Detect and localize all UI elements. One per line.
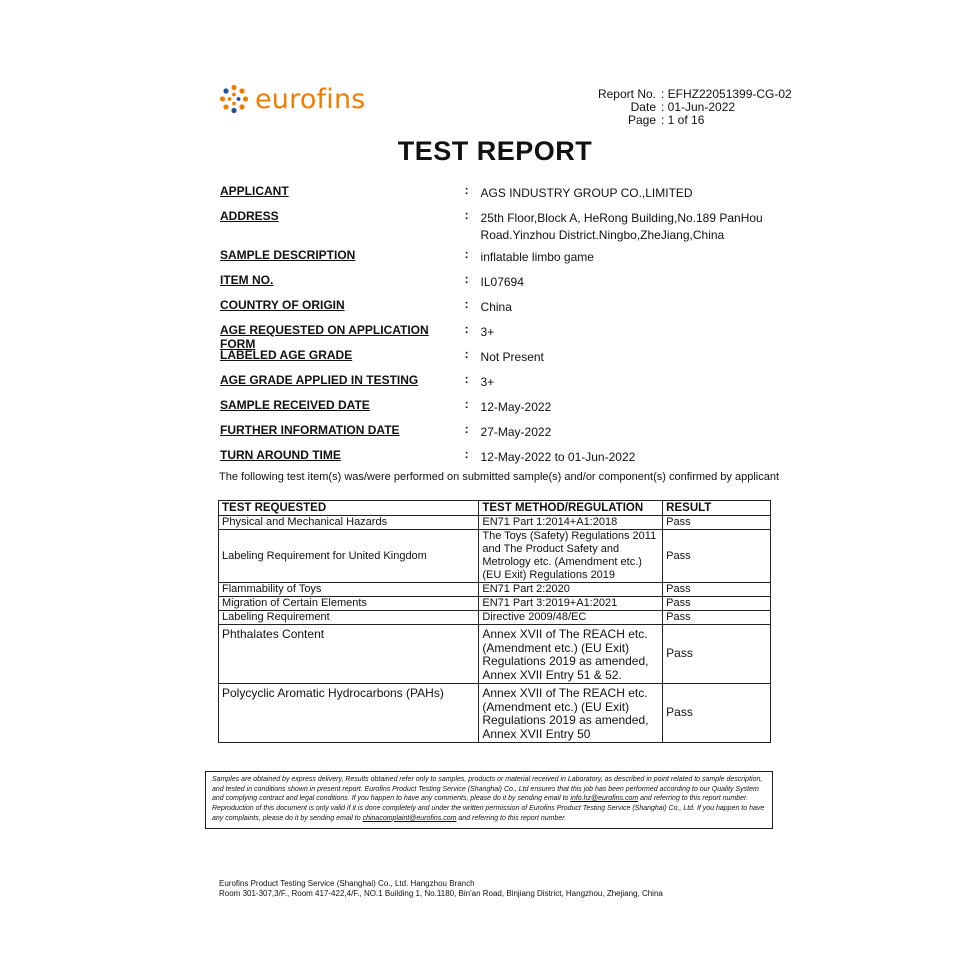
field-country-of-origin xyxy=(220,297,780,322)
report-fields xyxy=(220,183,780,469)
header-test-method: TEST METHOD/REGULATION xyxy=(479,501,663,516)
field-label: COUNTRY OF ORIGIN xyxy=(220,298,345,312)
field-label: SAMPLE DESCRIPTION xyxy=(220,248,356,262)
disclaimer-box xyxy=(205,771,773,829)
tests-intro: The following test item(s) was/were performed on submitted sample(s) and/or component(s) confirmed by applicant xyxy=(219,471,780,483)
field-colon: : xyxy=(464,272,469,286)
page-footer xyxy=(219,879,663,898)
field-value: China xyxy=(480,300,512,314)
field-sample-description xyxy=(220,247,780,272)
field-colon: : xyxy=(464,208,469,222)
cell-test-method: The Toys (Safety) Regulations 2011 and The Product Safety and Metrology etc. (Amendment etc.) (EU Exit) Regulations 2019 xyxy=(479,530,663,583)
cell-test-method: EN71 Part 1:2014+A1:2018 xyxy=(479,516,663,530)
field-value: AGS INDUSTRY GROUP CO.,LIMITED xyxy=(480,186,693,200)
page-title: TEST REPORT xyxy=(397,136,593,166)
logo-wordmark: eurofins xyxy=(255,83,366,115)
header-test-requested: TEST REQUESTED xyxy=(219,501,479,516)
field-value: 12-May-2022 xyxy=(480,400,552,414)
field-label: LABELED AGE GRADE xyxy=(220,348,353,362)
report-page-row xyxy=(592,114,792,127)
table-row xyxy=(219,625,771,684)
field-label: ITEM NO. xyxy=(220,273,274,287)
field-label: AGE GRADE APPLIED IN TESTING xyxy=(220,373,419,387)
report-number-value: : EFHZ22051399-CG-02 xyxy=(661,87,792,101)
disclaimer-text-3: and referring to this report number. xyxy=(456,814,567,822)
field-colon: : xyxy=(464,347,469,361)
cell-test-method: EN71 Part 2:2020 xyxy=(479,583,663,597)
report-date-value: : 01-Jun-2022 xyxy=(661,100,736,114)
field-label: FURTHER INFORMATION DATE xyxy=(220,423,400,437)
report-date-label: Date xyxy=(630,100,656,114)
report-number-label: Report No. xyxy=(597,87,656,101)
report-page-label: Page xyxy=(627,113,656,127)
cell-result: Pass xyxy=(663,516,771,530)
info-email-link[interactable]: info.hz@eurofins.com xyxy=(570,795,639,803)
cell-result: Pass xyxy=(663,625,771,684)
field-label: APPLICANT xyxy=(220,184,289,198)
field-labeled-age-grade xyxy=(220,347,780,372)
field-value: inflatable limbo game xyxy=(480,250,594,264)
cell-test-requested: Phthalates Content xyxy=(219,625,479,684)
field-colon: : xyxy=(464,422,469,436)
report-page-value: : 1 of 16 xyxy=(661,113,705,127)
field-address xyxy=(220,208,780,247)
field-label: TURN AROUND TIME xyxy=(220,448,341,462)
report-meta xyxy=(592,88,792,127)
cell-test-method: Annex XVII of The REACH etc. (Amendment etc.) (EU Exit) Regulations 2019 as amended, Annex XVII Entry 50 xyxy=(479,684,663,743)
cell-test-method: EN71 Part 3:2019+A1:2021 xyxy=(479,597,663,611)
cell-test-requested: Labeling Requirement for United Kingdom xyxy=(219,530,479,583)
tests-header-row xyxy=(219,501,771,516)
field-colon: : xyxy=(464,447,469,461)
field-colon: : xyxy=(464,183,469,197)
field-value: 12-May-2022 to 01-Jun-2022 xyxy=(480,450,636,464)
cell-test-requested: Flammability of Toys xyxy=(219,583,479,597)
cell-test-requested: Physical and Mechanical Hazards xyxy=(219,516,479,530)
cell-result: Pass xyxy=(663,583,771,597)
cell-result: Pass xyxy=(663,611,771,625)
field-further-information-date xyxy=(220,422,780,447)
field-age-grade-applied xyxy=(220,372,780,397)
table-row xyxy=(219,684,771,743)
table-row xyxy=(219,516,771,530)
header-result: RESULT xyxy=(663,501,771,516)
cell-result: Pass xyxy=(663,597,771,611)
eurofins-dots-icon xyxy=(219,84,249,114)
field-label: ADDRESS xyxy=(220,209,279,223)
tests-table xyxy=(218,500,771,743)
field-value: 3+ xyxy=(480,325,495,339)
footer-company: Eurofins Product Testing Service (Shanghai) Co., Ltd. Hangzhou Branch xyxy=(219,879,475,888)
field-colon: : xyxy=(464,397,469,411)
field-label: AGE REQUESTED ON APPLICATION FORM xyxy=(220,323,429,351)
field-value: 27-May-2022 xyxy=(480,425,552,439)
field-colon: : xyxy=(464,247,469,261)
field-value: IL07694 xyxy=(480,275,524,289)
cell-result: Pass xyxy=(663,684,771,743)
table-row xyxy=(219,611,771,625)
field-turn-around-time xyxy=(220,447,780,469)
disclaimer-text-2: and referring to this report number. Reproduction of this document is only valid if it is done completely and under the written permission of Eurofins Product Testing Service (Shanghai) Co., Ltd. If you happen to have any complaints, please do it by sending email to xyxy=(212,795,765,822)
table-row xyxy=(219,583,771,597)
field-value: 3+ xyxy=(480,375,495,389)
footer-address: Room 301-307,3/F., Room 417-422,4/F., NO.1 Building 1, No.1180, Bin'an Road, Binjiang District, Hangzhou, Zhejiang, China xyxy=(219,888,663,898)
cell-test-method: Directive 2009/48/EC xyxy=(479,611,663,625)
field-item-no xyxy=(220,272,780,297)
field-label: SAMPLE RECEIVED DATE xyxy=(220,398,370,412)
table-row xyxy=(219,597,771,611)
cell-test-requested: Labeling Requirement xyxy=(219,611,479,625)
disclaimer-text-1: Samples are obtained by express delivery, Results obtained refer only to samples, products or material received in Laboratory, as described in point related to sample description, and tested in conditions shown in present report. Eurofins Product Testing Service (Shanghai) Co., Ltd ensures that this job has been performed according to our Quality System and complying contract and legal conditions. If you happen to have any comments, please do it by sending email to xyxy=(212,776,763,803)
cell-result: Pass xyxy=(663,530,771,583)
field-colon: : xyxy=(464,322,469,336)
cell-test-method: Annex XVII of The REACH etc. (Amendment etc.) (EU Exit) Regulations 2019 as amended, Annex XVII Entry 51 & 52. xyxy=(479,625,663,684)
cell-test-requested: Migration of Certain Elements xyxy=(219,597,479,611)
eurofins-logo xyxy=(219,84,366,114)
field-colon: : xyxy=(464,297,469,311)
field-value: 25th Floor,Block A, HeRong Building,No.189 PanHou Road.Yinzhou District.Ningbo,ZheJiang,China xyxy=(480,211,763,242)
field-sample-received-date xyxy=(220,397,780,422)
field-applicant xyxy=(220,183,780,208)
field-value: Not Present xyxy=(480,350,544,364)
field-age-requested xyxy=(220,322,780,351)
field-colon: : xyxy=(464,372,469,386)
complaint-email-link[interactable]: chinacomplaint@eurofins.com xyxy=(362,814,457,822)
cell-test-requested: Polycyclic Aromatic Hydrocarbons (PAHs) xyxy=(219,684,479,743)
table-row xyxy=(219,530,771,583)
